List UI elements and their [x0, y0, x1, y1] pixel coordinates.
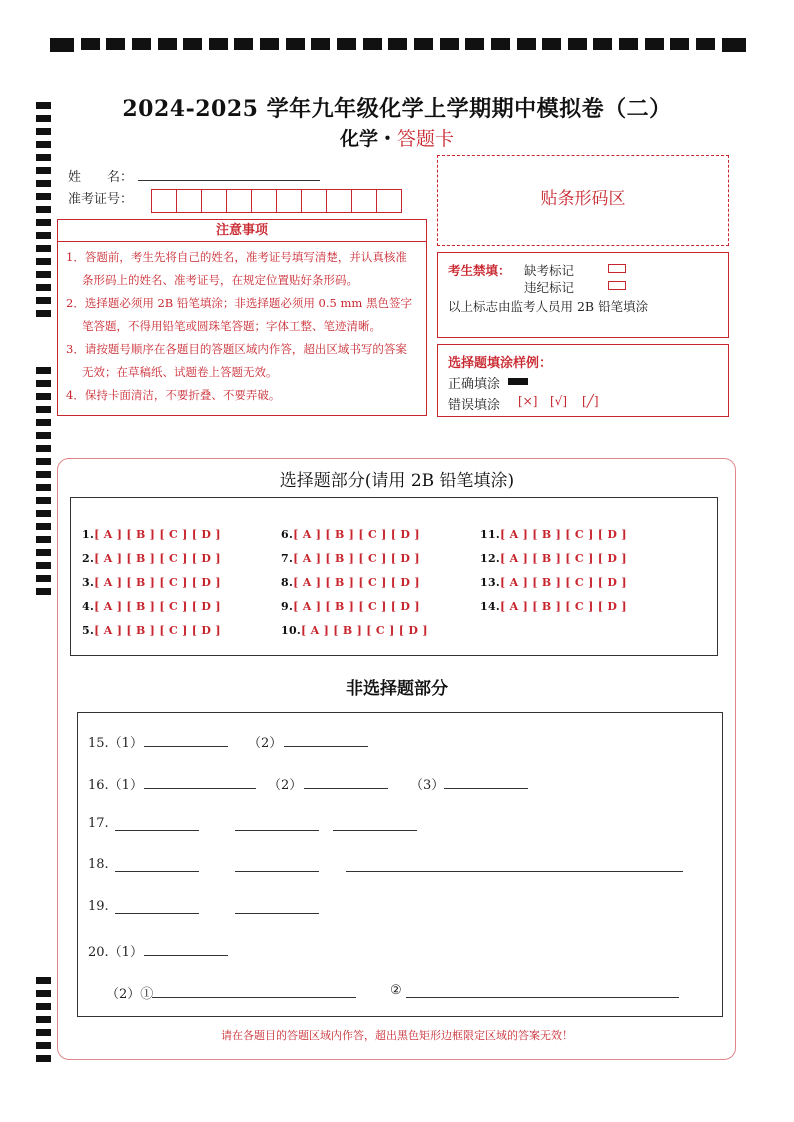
q18-label: 18. [88, 857, 109, 872]
q17-blank-1[interactable] [115, 830, 199, 831]
q15-2-blank[interactable] [284, 746, 368, 747]
notice-item: 4．保持卡面清洁，不要折叠、不要弄破。 [66, 388, 281, 402]
choice-question[interactable]: 6.[ A ] [ B ] [ C ] [ D ] [281, 528, 420, 541]
footer-warning: 请在各题目的答题区域内作答，超出黑色矩形边框限定区域的答案无效！ [221, 1029, 573, 1042]
q19-blank-1[interactable] [115, 913, 199, 914]
q20-2-2-blank[interactable] [406, 997, 679, 998]
absent-mark-label: 缺考标记 [524, 263, 575, 278]
subtitle-main: 化学・ [339, 128, 397, 150]
choice-question[interactable]: 11.[ A ] [ B ] [ C ] [ D ] [480, 528, 627, 541]
q19-blank-2[interactable] [235, 913, 319, 914]
choice-question[interactable]: 12.[ A ] [ B ] [ C ] [ D ] [480, 552, 627, 565]
q18-blank-2[interactable] [235, 871, 319, 872]
q16-3-blank[interactable] [444, 788, 528, 789]
choice-question[interactable]: 7.[ A ] [ B ] [ C ] [ D ] [281, 552, 420, 565]
choice-question[interactable]: 2.[ A ] [ B ] [ C ] [ D ] [82, 552, 221, 565]
choice-question[interactable]: 3.[ A ] [ B ] [ C ] [ D ] [82, 576, 221, 589]
top-timing-marks [50, 38, 746, 52]
nonchoice-section-title: 非选择题部分 [346, 679, 448, 699]
violation-mark-box[interactable] [608, 281, 626, 290]
q19-label: 19. [88, 899, 109, 914]
choice-answer-box [70, 497, 718, 656]
sample-title: 选择题填涂样例： [448, 356, 553, 371]
q16-2-label: （2） [268, 778, 303, 793]
choice-question[interactable]: 10.[ A ] [ B ] [ C ] [ D ] [281, 624, 428, 637]
q18-blank-3[interactable] [346, 871, 683, 872]
side-timing-marks-bottom [36, 977, 51, 1062]
absent-mark-box[interactable] [608, 264, 626, 273]
wrong-mark-slash: [╱] [582, 394, 599, 408]
q17-blank-2[interactable] [235, 830, 319, 831]
notice-item: 3．请按题号顺序在各题目的答题区域内作答，超出区域书写的答案无效；在草稿纸、试题卷上答题无效。 [66, 342, 407, 379]
notice-item: 2．选择题必须用 2B 铅笔填涂；非选择题必须用 0.5 mm 黑色签字笔答题，不得用铅笔或圆珠笔答题；字体工整、笔迹清晰。 [66, 296, 412, 333]
q16-1-blank[interactable] [144, 788, 256, 789]
wrong-mark-x: [×] [518, 394, 538, 408]
q16-2-blank[interactable] [304, 788, 388, 789]
notice-item: 1．答题前，考生先将自己的姓名，准考证号填写清楚，并认真核准条形码上的姓名、准考证号，在规定位置贴好条形码。 [66, 250, 407, 287]
q20-2b-label: ② [390, 983, 402, 998]
q20-2-label: （2）① [106, 987, 154, 1002]
page-subtitle [0, 124, 794, 151]
q16-3-label: （3） [410, 778, 445, 793]
examiner-only-box [437, 252, 729, 338]
choice-question[interactable]: 9.[ A ] [ B ] [ C ] [ D ] [281, 600, 420, 613]
forbidden-label: 考生禁填： [448, 263, 511, 278]
sample-wrong-label: 错误填涂 [448, 398, 501, 413]
q18-blank-1[interactable] [115, 871, 199, 872]
exam-id-boxes[interactable] [152, 189, 402, 213]
q20-label: 20.（1） [88, 945, 143, 960]
q15-1-blank[interactable] [144, 746, 228, 747]
choice-question[interactable]: 1.[ A ] [ B ] [ C ] [ D ] [82, 528, 221, 541]
q20-1-blank[interactable] [144, 955, 228, 956]
q17-label: 17. [88, 816, 109, 831]
name-field[interactable] [138, 180, 320, 181]
nonchoice-answer-box [77, 712, 723, 1017]
choice-question[interactable]: 8.[ A ] [ B ] [ C ] [ D ] [281, 576, 420, 589]
choice-question[interactable]: 4.[ A ] [ B ] [ C ] [ D ] [82, 600, 221, 613]
choice-question[interactable]: 5.[ A ] [ B ] [ C ] [ D ] [82, 624, 221, 637]
subtitle-accent: 答题卡 [397, 128, 455, 150]
name-label: 姓 名： [68, 170, 134, 185]
choice-section-title: 选择题部分(请用 2B 铅笔填涂) [279, 471, 515, 491]
q17-blank-3[interactable] [333, 830, 417, 831]
fill-sample-box [437, 344, 729, 417]
page-title: 2024-2025 学年九年级化学上学期期中模拟卷（二） [122, 96, 672, 122]
wrong-mark-check: [√] [550, 394, 568, 408]
q16-label: 16.（1） [88, 778, 143, 793]
barcode-area: 贴条形码区 [437, 155, 729, 246]
q20-2-1-blank[interactable] [152, 997, 356, 998]
q15-label: 15.（1） [88, 736, 143, 751]
q15-2-label: （2） [248, 736, 283, 751]
sample-correct-label: 正确填涂 [448, 377, 501, 392]
id-label: 准考证号： [68, 192, 134, 207]
correct-fill-mark [508, 378, 528, 385]
forbidden-note: 以上标志由监考人员用 2B 铅笔填涂 [448, 299, 649, 314]
choice-question[interactable]: 14.[ A ] [ B ] [ C ] [ D ] [480, 600, 627, 613]
notice-title: 注意事项 [57, 219, 427, 242]
notice-box [57, 242, 427, 416]
choice-question[interactable]: 13.[ A ] [ B ] [ C ] [ D ] [480, 576, 627, 589]
violation-mark-label: 违纪标记 [524, 280, 575, 295]
